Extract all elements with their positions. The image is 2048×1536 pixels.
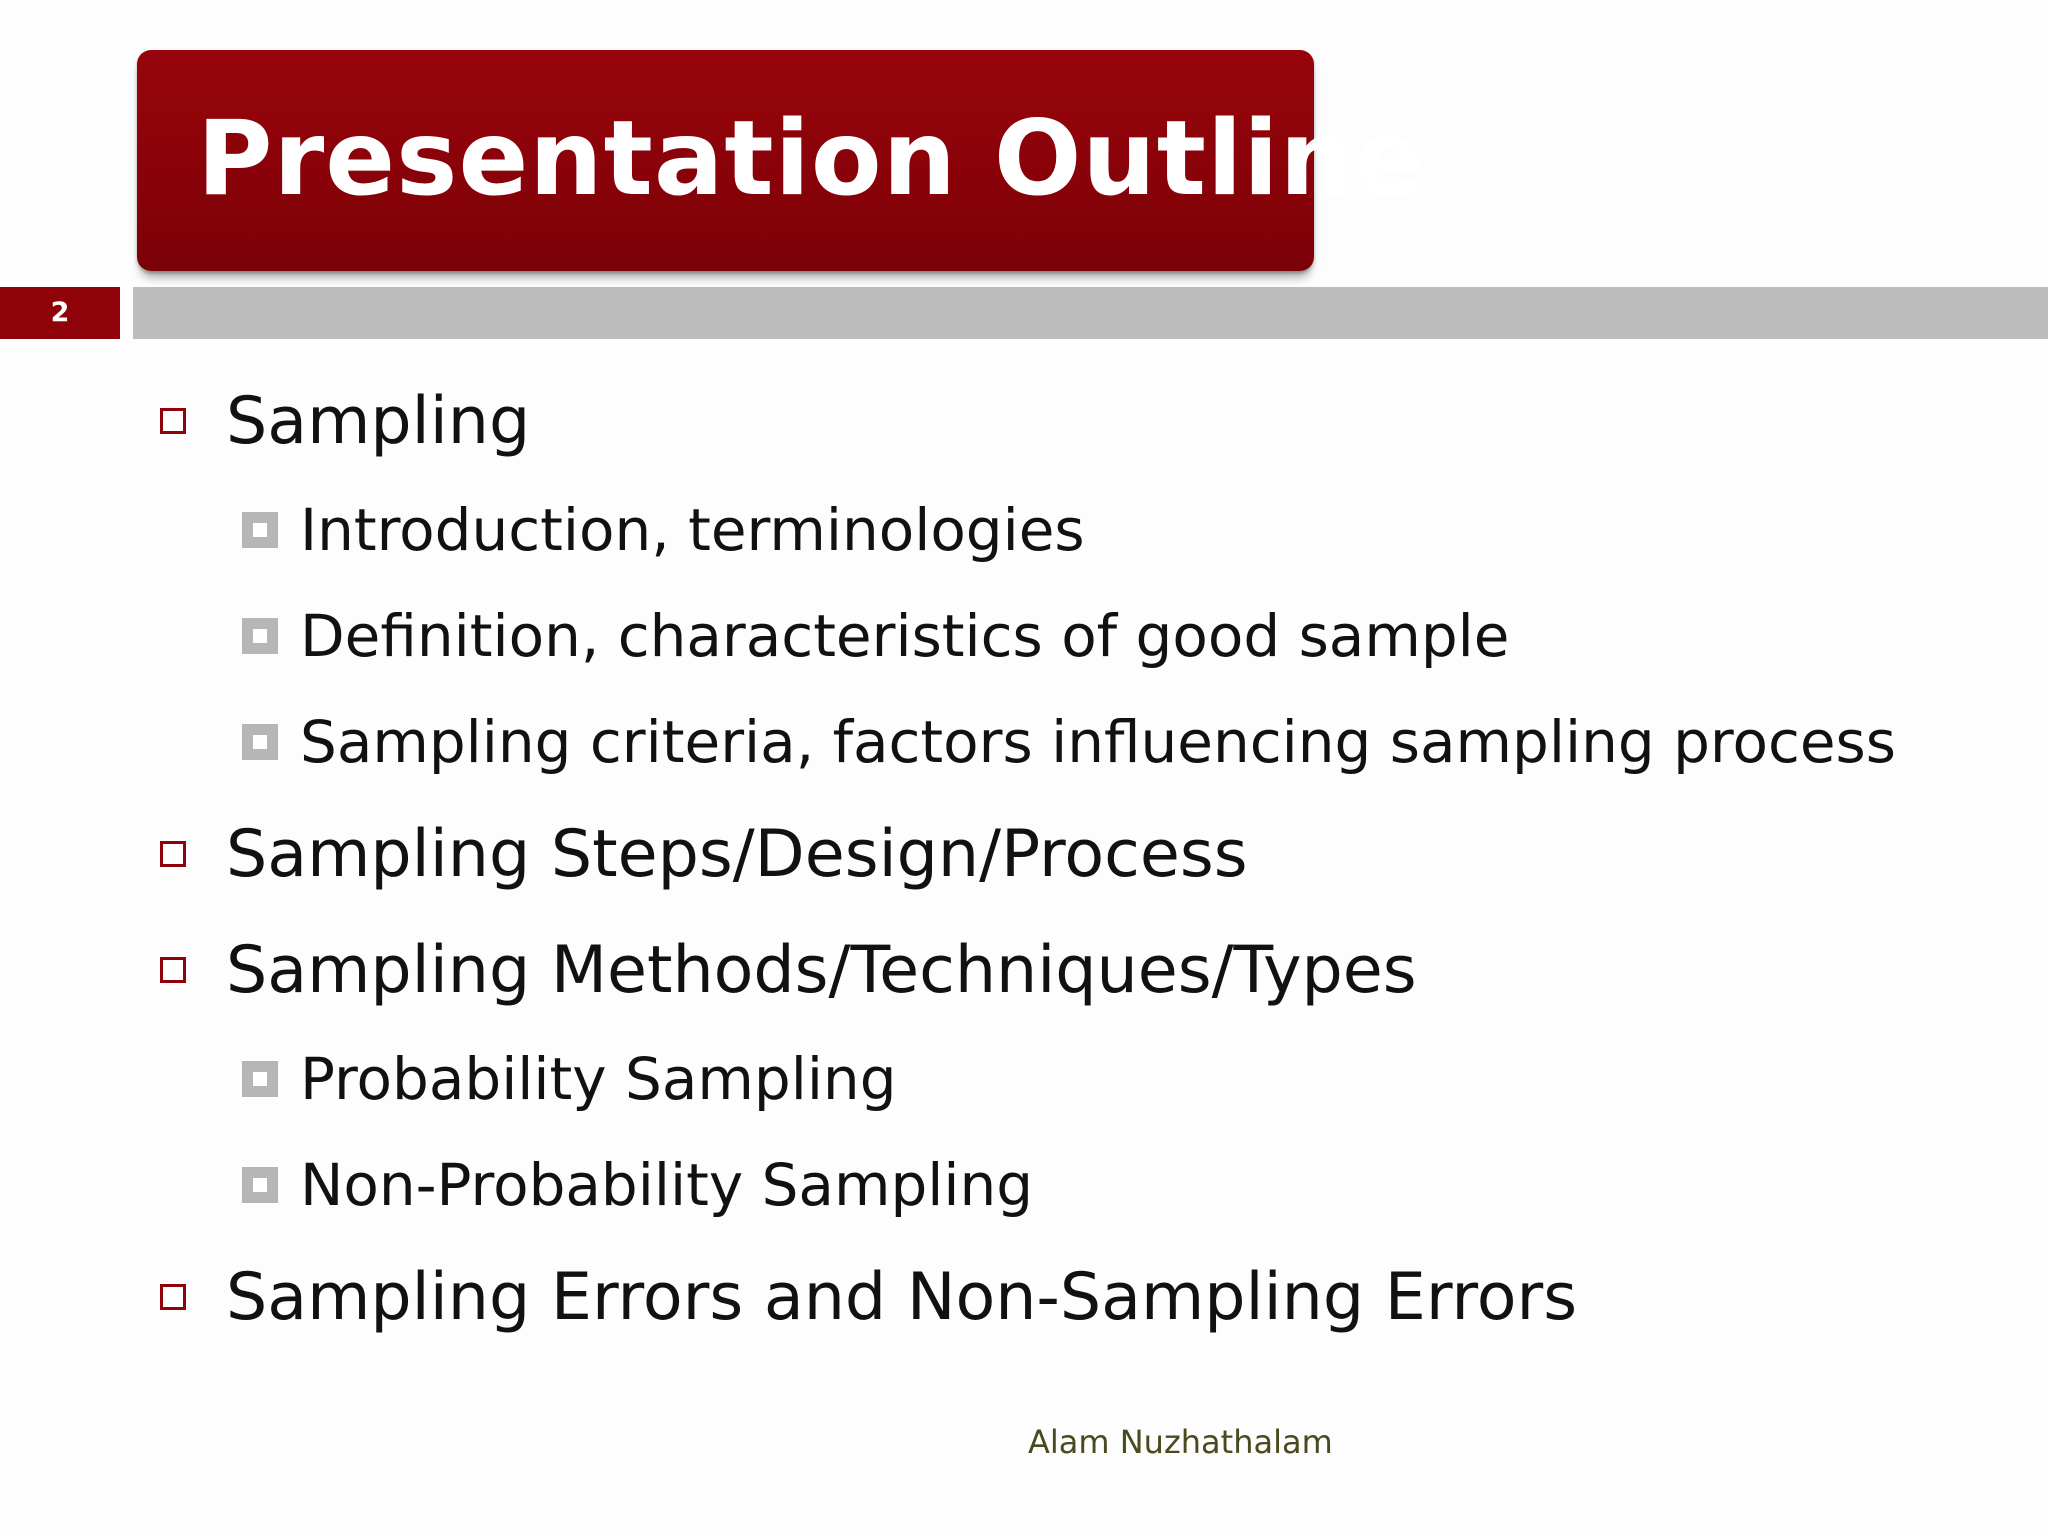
gray-square-bullet-icon <box>242 1167 278 1203</box>
hollow-square-bullet-icon <box>160 408 186 434</box>
outline-subitem <box>242 706 1896 778</box>
footer-author: Alam Nuzhathalam <box>1028 1423 1333 1461</box>
hollow-square-bullet-icon <box>160 957 186 983</box>
outline-item-text: Sampling Steps/Design/Process <box>226 817 1248 892</box>
outline-item <box>160 815 1248 895</box>
outline-subitem <box>242 494 1085 566</box>
gray-square-bullet-icon <box>242 1061 278 1097</box>
hollow-square-bullet-icon <box>160 841 186 867</box>
outline-subitem-text: Non-Probability Sampling <box>300 1151 1034 1219</box>
outline-item-text: Sampling Errors and Non-Sampling Errors <box>226 1260 1578 1335</box>
outline-item <box>160 1258 1577 1338</box>
outline-subitem <box>242 1149 1033 1221</box>
outline-item <box>160 931 1417 1011</box>
slide-title: Presentation Outline <box>197 99 1425 219</box>
outline-subitem-text: Introduction, terminologies <box>300 496 1085 564</box>
outline-subitem <box>242 600 1509 672</box>
slide-number: 2 <box>0 287 120 339</box>
gray-square-bullet-icon <box>242 618 278 654</box>
outline-subitem-text: Sampling criteria, factors influencing sampling process <box>300 708 1896 776</box>
gray-square-bullet-icon <box>242 724 278 760</box>
gray-square-bullet-icon <box>242 512 278 548</box>
outline-item-text: Sampling <box>226 384 531 459</box>
outline-subitem-text: Probability Sampling <box>300 1045 897 1113</box>
outline-item <box>160 382 530 462</box>
outline-subitem <box>242 1043 897 1115</box>
outline-subitem-text: Definition, characteristics of good sample <box>300 602 1510 670</box>
hollow-square-bullet-icon <box>160 1284 186 1310</box>
outline-item-text: Sampling Methods/Techniques/Types <box>226 933 1417 1008</box>
